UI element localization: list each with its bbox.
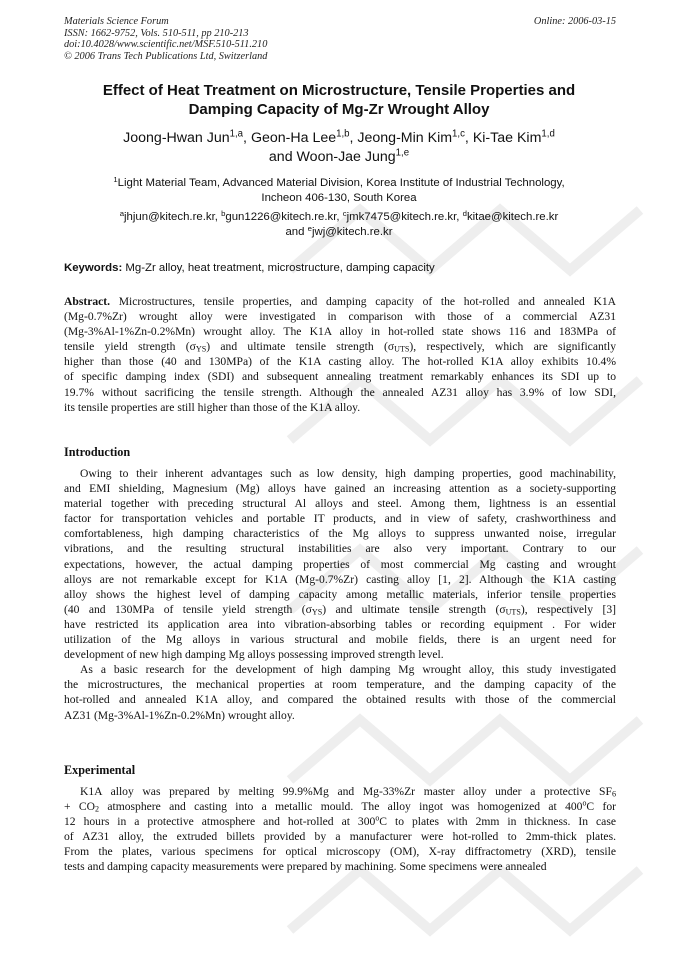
text-line: alloy shows the highest level of damping capacity among metallic materials, inferior tensile properties	[64, 587, 616, 601]
paragraph	[64, 662, 616, 722]
text-line: (Mg-3%Al-1%Zn-0.2%Mn) wrought alloy. The K1A alloy in hot-rolled state shows 116 and 183MPa of	[64, 325, 616, 339]
text-line: Abstract. Microstructures, tensile properties, and damping capacity of the hot-rolled and annealed K1A	[64, 295, 616, 308]
text-line: AZ31 (Mg-3%Al-1%Zn-0.2%Mn) wrought alloy.	[64, 708, 295, 722]
text-line: Owing to their inherent advantages such as low density, high damping properties, good machinability,	[80, 467, 616, 480]
author-name: Jeong-Min Kim	[357, 130, 453, 146]
email-address: jhjun@kitech.re.kr	[124, 211, 215, 223]
email-list: $^a$jhjun@kitech.re.kr, $^b$gun1226@kitech.re.kr, $^c$jmk7475@kitech.re.kr, $^d$kitae@kitech.re.kr and $^e$jwj@kitech.re.kr	[119, 208, 559, 238]
author-name: Woon-Jae Jung	[296, 149, 396, 165]
doi-line: doi:10.4028/www.scientific.net/MSF.510-511.210	[64, 39, 268, 51]
text-line: of AZ31 alloy, the extruded billets provided by a manufacturer were hot-rolled to 2mm-thick plates.	[64, 830, 616, 844]
text-line: From the plates, various specimens for optical microscopy (OM), X-ray diffractometry (XRD), tensile	[64, 845, 616, 859]
author-sup: 1,a	[229, 128, 244, 140]
author-sup: 1,d	[541, 128, 555, 140]
text-line: hot-rolled and annealed K1A alloy, and compared the obtained results with those of the commercial	[64, 693, 616, 707]
email-address: gun1226@kitech.re.kr	[225, 211, 337, 223]
section-heading-introduction: Introduction	[64, 445, 131, 459]
paragraph	[64, 784, 616, 875]
abstract-text	[64, 294, 616, 415]
text-line: utilization of the Mg alloys in various structural and mobile fields, there is an urgent need for	[64, 633, 616, 647]
section-heading-experimental: Experimental	[64, 763, 136, 777]
journal-header	[64, 16, 267, 62]
text-line: tests and damping capacity measurements were prepared by machining. Some specimens were annealed	[64, 860, 547, 874]
author-sup: 1,b	[336, 128, 350, 140]
keywords-text: Mg-Zr alloy, heat treatment, microstructure, damping capacity	[122, 262, 435, 274]
email-address: jmk7475@kitech.re.kr	[346, 211, 457, 223]
text-line: + $CO_2$ atmosphere and casting into a metallic mould. The alloy ingot was homogenized at 400$^o$C for	[64, 798, 616, 814]
author-sup: 1,e	[395, 147, 410, 159]
text-line: alloys are not remarkable except for K1A (Mg-0.7%Zr) casting alloy [1, 2]. Although the K1A casting	[64, 572, 616, 586]
paragraph	[64, 466, 616, 662]
author-name: Geon-Ha Lee	[250, 130, 337, 146]
title-line: Effect of Heat Treatment on Microstructure, Tensile Properties and	[102, 82, 576, 99]
author-list: Joong-Hwan Jun$^{1,a}$, Geon-Ha Lee$^{1,b}$, Jeong-Min Kim$^{1,c}$, Ki-Tae Kim$^{1,d}$ and Woon-Jae Jung$^{1,e}$	[123, 128, 555, 165]
email-address: jwj@kitech.re.kr	[311, 225, 393, 238]
text-line: have restricted its application area into vibration-absorbing tables or recording equipment . For wider	[64, 617, 616, 631]
keywords-label: Keywords:	[64, 262, 123, 274]
text-line: vibrations, and the resulting structural instabilities are also very important. Contrary to our	[64, 542, 616, 556]
text-line: material together with preceding structural Al alloys and steel. Among them, lightness is an essential	[64, 497, 616, 511]
text-line: (Mg-0.7%Zr) wrought alloy were investigated in comparison with those of a commercial AZ31	[64, 310, 616, 324]
abstract	[64, 294, 616, 415]
text-line: its tensile properties are still higher than those of the K1A alloy.	[64, 400, 361, 414]
text-line: comfortableness, high damping characteristics of the Mg alloys to suppress unwanted noise, irregular	[64, 527, 616, 541]
text-line: 19.7% without sacrificing the tensile strength. Although the annealed AZ31 alloy has 3.9% of low SDI,	[64, 385, 616, 399]
affiliation-line: Light Material Team, Advanced Material Division, Korea Institute of Industrial Technology,	[117, 177, 565, 189]
affiliation-sup: 1	[113, 174, 118, 184]
author-name: Ki-Tae Kim	[472, 130, 542, 146]
author-name: Joong-Hwan Jun	[123, 130, 230, 146]
introduction-body	[64, 466, 616, 723]
abstract-label: Abstract.	[64, 295, 111, 308]
text-line: tensile yield strength $(\sigma_{YS})$ and ultimate tensile strength $(\sigma_{UTS})$, respectively, which are significantly	[64, 340, 617, 354]
text-line: factor for transportation vehicles and portable IT products, and in view of safety, crashworthiness and	[64, 512, 616, 526]
journal-name: Materials Science Forum	[64, 16, 169, 27]
paper-title	[64, 82, 614, 119]
copyright-line: © 2006 Trans Tech Publications Ltd, Switzerland	[64, 50, 268, 62]
issn-line: ISSN: 1662-9752, Vols. 510-511, pp 210-213	[64, 27, 249, 39]
text-line: the microstructures, the mechanical properties at room temperature, and the damping capacity of the	[64, 678, 616, 692]
text-line: (40 and 130MPa of tensile yield strength $(\sigma_{YS})$ and ultimate tensile strength $(\sigma_{UTS})$, respectively [3]	[64, 602, 616, 617]
keywords	[64, 261, 616, 276]
text-line: As a basic research for the development of high damping Mg wrought alloy, this study investigated	[80, 663, 616, 677]
text-line: higher than those (40 and 130MPa) of the K1A casting alloy. The hot-rolled K1A alloy exhibits 10.4%	[64, 355, 616, 369]
text-line: K1A alloy was prepared by melting 99.9%Mg and Mg-33%Zr master alloy under a protective $SF_6$	[80, 785, 616, 799]
email-address: kitae@kitech.re.kr	[466, 211, 559, 223]
text-line: 12 hours in a protective atmosphere and hot-rolled at 300$^o$C to plates with 2mm in thickness. In case	[64, 813, 616, 829]
text-line: of specific damping index (SDI) and subsequent annealing treatment remarkably enhances its SDI up to	[64, 370, 616, 384]
author-sup: 1,c	[452, 128, 465, 140]
online-date: Online: 2006-03-15	[533, 16, 616, 27]
text-line: expectations, however, the actual damping properties of most commercial Mg casting and wrought	[64, 557, 616, 571]
text-line: development of new high damping Mg alloys possessing improved strength level.	[64, 648, 444, 662]
title-line: Damping Capacity of Mg-Zr Wrought Alloy	[188, 100, 490, 118]
affiliation	[64, 176, 614, 206]
affiliation-line: Incheon 406-130, South Korea	[261, 192, 417, 204]
text-line: and EMI shielding, Magnesium (Mg) alloys have gained an increasing attention as a society-supporting	[64, 482, 616, 496]
experimental-body	[64, 784, 616, 875]
